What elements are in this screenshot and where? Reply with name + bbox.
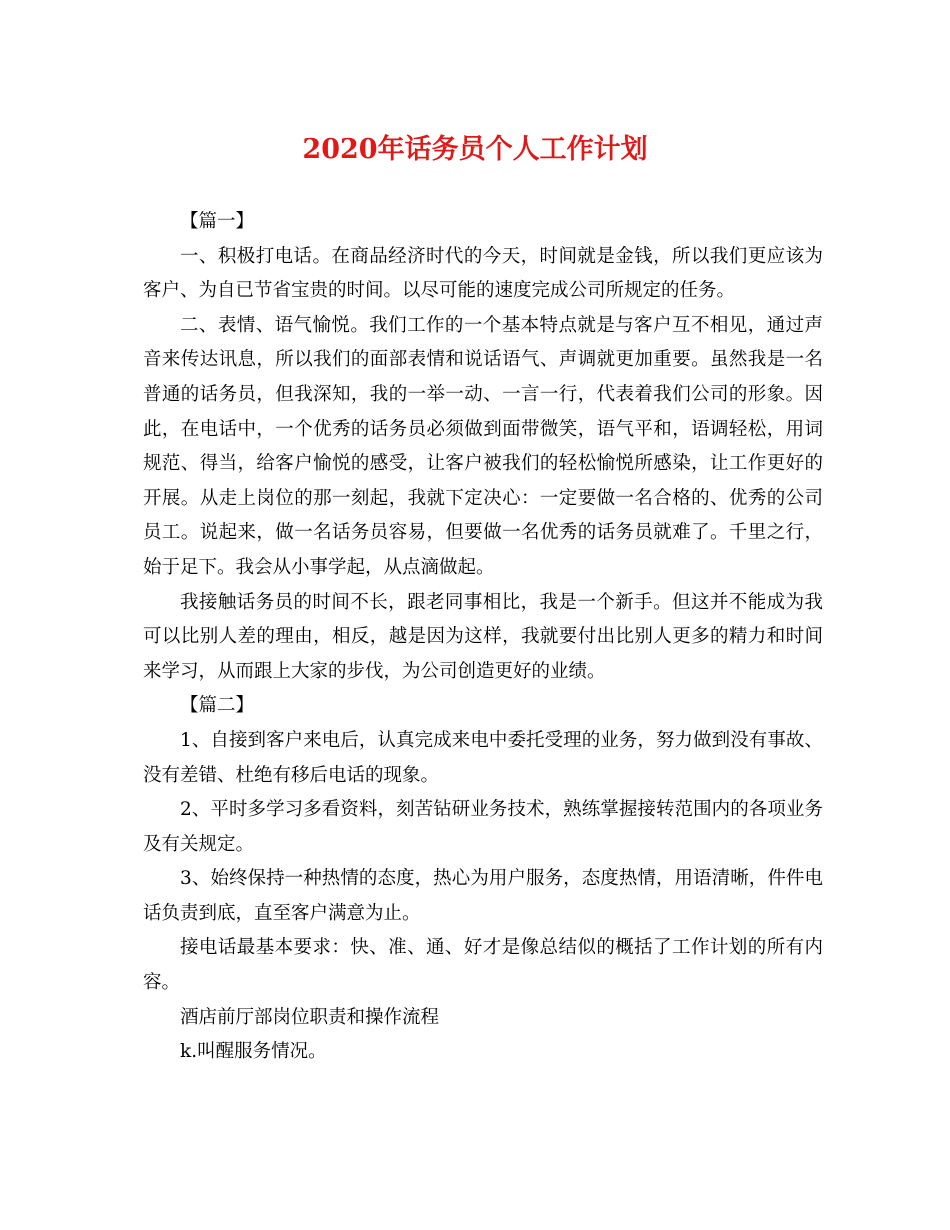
paragraph: 一、积极打电话。在商品经济时代的今天，时间就是金钱，所以我们更应该为客户、为自已节省宝贵的时间。以尽可能的速度完成公司所规定的任务。 [143, 245, 823, 302]
paragraph: 1、自接到客户来电后，认真完成来电中委托受理的业务，努力做到没有事故、没有差错、杜绝有移后电话的现象。 [143, 729, 823, 786]
paragraph: 3、始终保持一种热情的态度，热心为用户服务，态度热情，用语清晰，件件电话负责到底，直至客户满意为止。 [143, 868, 823, 924]
paragraph: 二、表情、语气愉悦。我们工作的一个基本特点就是与客户互不相见，通过声音来传达讯息，所以我们的面部表情和说话语气、声调就更加重要。虽然我是一名普通的话务员，但我深知，我的一举一动、一言一行，代表着我们公司的形象。因此，在电话中，一个优秀的话务员必须做到面带微笑，语气平和，语调轻松，用词规范、得当，给客户愉悦的感受，让客户被我们的轻松愉悦所感染，让工作更好的开展。从走上岗位的那一刻起，我就下定决心：一定要做一名合格的、优秀的公司员工。说起来，做一名话务员容易，但要做一名优秀的话务员就难了。千里之行，始于足下。我会从小事学起，从点滴做起。 [143, 314, 823, 578]
paragraph: 2、平时多学习多看资料，刻苦钻研业务技术，熟练掌握接转范围内的各项业务及有关规定。 [143, 799, 823, 855]
document-body [143, 205, 823, 1070]
document-title: 2020年话务员个人工作计划 [302, 134, 648, 165]
paragraph: 酒店前厅部岗位职责和操作流程 [180, 1006, 440, 1028]
section-heading-2: 【篇二】 [180, 695, 255, 717]
paragraph: k.叫醒服务情况。 [180, 1041, 327, 1063]
paragraph: 我接触话务员的时间不长，跟老同事相比，我是一个新手。但这并不能成为我可以比别人差的理由，相反，越是因为这样，我就要付出比别人更多的精力和时间来学习，从而跟上大家的步伐，为公司创造更好的业绩。 [143, 591, 823, 682]
paragraph: 接电话最基本要求：快、准、通、好才是像总结似的概括了工作计划的所有内容。 [143, 937, 823, 994]
section-heading-1: 【篇一】 [180, 211, 255, 232]
